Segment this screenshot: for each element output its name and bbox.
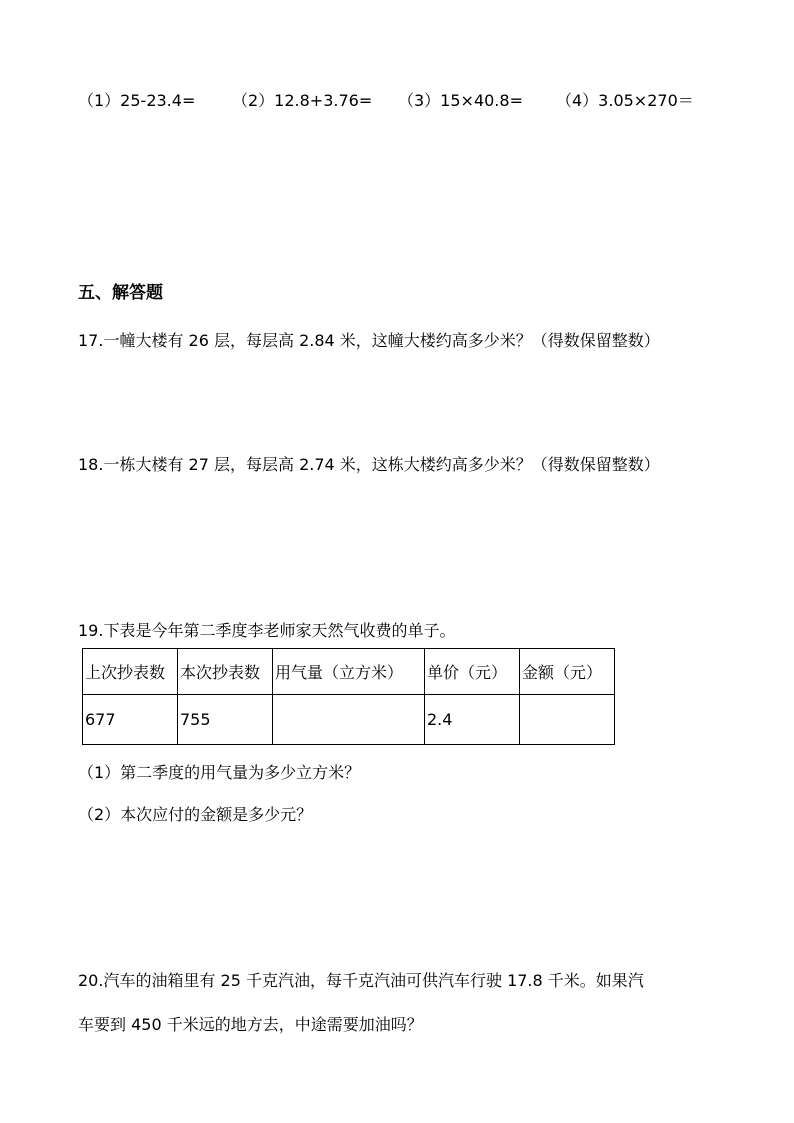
table-cell-gas-usage [273, 695, 425, 745]
table-row [83, 695, 615, 745]
table-header-cell: 金额（元） [520, 649, 615, 695]
table-cell-amount [520, 695, 615, 745]
question-19-sub-1: （1）第二季度的用气量为多少立方米？ [78, 763, 361, 782]
section-title: 五、解答题 [78, 283, 163, 303]
table-cell-previous-reading: 677 [83, 695, 178, 745]
table-cell-unit-price: 2.4 [425, 695, 520, 745]
calc-item-1: （1）25-23.4= [78, 91, 196, 110]
table-header-cell: 本次抄表数 [178, 649, 273, 695]
question-20-line-1: 20.汽车的油箱里有 25 千克汽油，每千克汽油可供汽车行驶 17.8 千米。如果汽 [78, 971, 644, 990]
table-cell-current-reading: 755 [178, 695, 273, 745]
table-header-cell: 单价（元） [425, 649, 520, 695]
table-header-row [83, 649, 615, 695]
gas-bill-table [82, 648, 615, 745]
question-20-line-2: 车要到 450 千米远的地方去，中途需要加油吗？ [78, 1015, 423, 1034]
calc-item-3: （3）15×40.8= [398, 91, 523, 110]
table-header-cell: 上次抄表数 [83, 649, 178, 695]
table-header-cell: 用气量（立方米） [273, 649, 425, 695]
question-17: 17.一幢大楼有 26 层，每层高 2.84 米，这幢大楼约高多少米？（得数保留整数） [78, 331, 660, 350]
calc-item-2: （2）12.8+3.76= [232, 91, 373, 110]
calc-item-4: （4）3.05×270＝ [556, 91, 694, 110]
question-18: 18.一栋大楼有 27 层，每层高 2.74 米，这栋大楼约高多少米？（得数保留整数） [78, 455, 660, 474]
question-19-sub-2: （2）本次应付的金额是多少元？ [78, 805, 313, 824]
question-19: 19.下表是今年第二季度李老师家天然气收费的单子。 [78, 621, 456, 640]
